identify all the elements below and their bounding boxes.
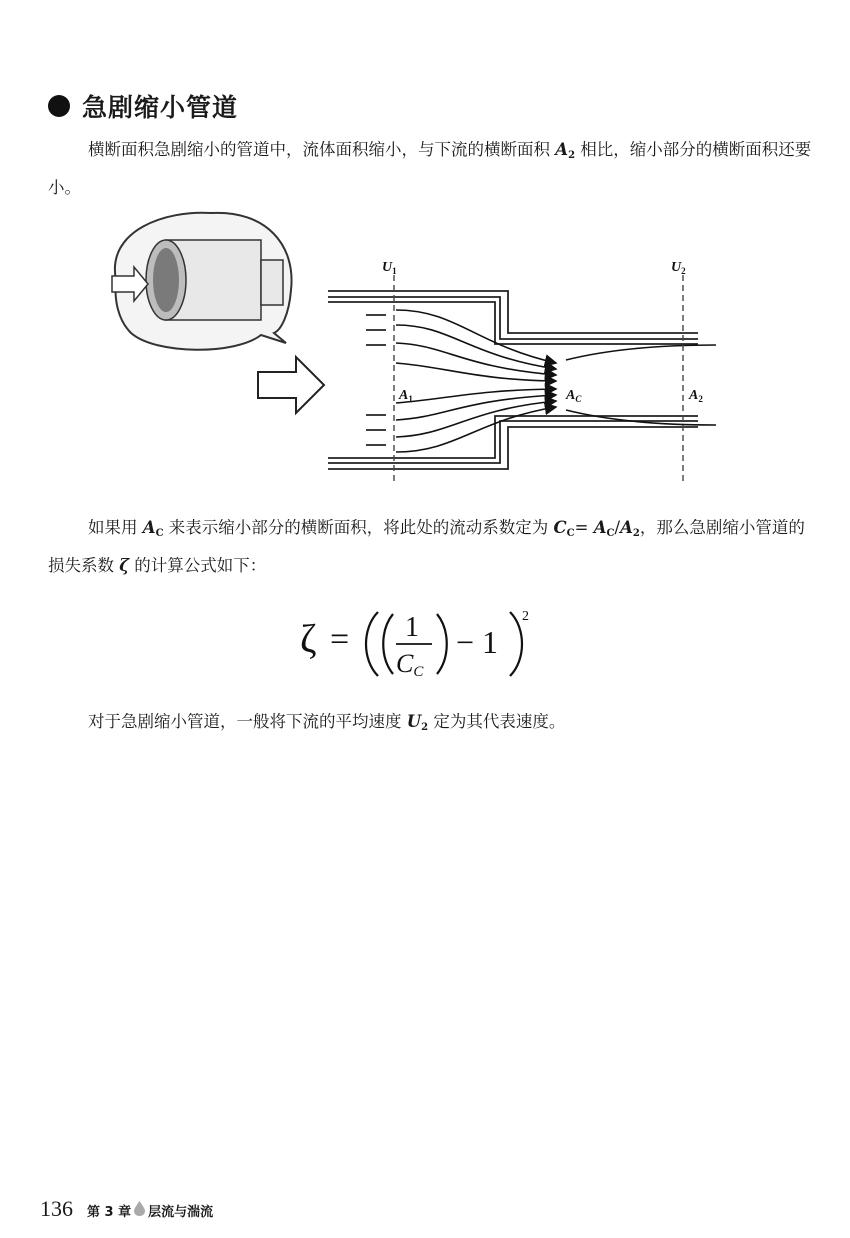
formula-minus-one: − 1 [456,624,499,660]
paragraph-representative-velocity: 对于急剧缩小管道，一般将下流的平均速度 $U_2$ 定为其代表速度。 [88,712,566,733]
formula-equals: = [330,621,350,658]
loss-coefficient-formula [300,600,560,680]
contraction-pipe-figure [96,205,756,495]
contraction-boundary [566,345,716,425]
pipe-walls [328,291,698,469]
bullet-icon [48,95,70,117]
paragraph-text: 相比，缩小部分的横断面积还要小。 [48,140,812,197]
var-cc: $C_C$ [553,518,575,539]
right-arrow-icon [258,357,324,413]
section-heading [48,90,238,122]
paragraph-intro [48,134,818,204]
label-ac: $A_C$ [566,388,582,404]
inlet-stream-marks [366,315,386,445]
var-a2: $A_2$ [555,140,576,161]
pipe-inset-bubble [112,213,292,350]
label-a1: $A_1$ [399,388,413,404]
var-ac: $A_C$ [142,518,164,539]
formula-numerator: 1 [405,612,419,643]
paragraph-text: 横断面积急剧缩小的管道中，流体面积缩小，与下流的横断面积 [88,140,556,159]
label-u2: $U_2$ [671,260,686,276]
water-drop-icon [133,1201,146,1216]
formula-zeta: ζ [300,616,317,661]
var-a2-ratio: $A_2$ [620,518,640,539]
var-ac-ratio: $A_C$ [593,518,615,539]
formula-exponent: 2 [522,609,529,624]
cylinder-icon [136,240,283,320]
chapter-label: 第 3 章 [87,1205,132,1220]
chapter-title: 层流与湍流 [148,1205,214,1220]
section-title: 急剧缩小管道 [82,93,239,122]
var-zeta: ζ [119,556,130,575]
streamlines [396,310,556,452]
label-a2: $A_2$ [689,388,703,404]
formula-denominator: CC [396,649,424,680]
page-footer [40,1196,213,1222]
paragraph-definition: 如果用 $A_C$ 来表示缩小部分的横断面积，将此处的流动系数定为 $C_C= A_C/A_2$，那么急剧缩小管道的损失系数 ζ 的计算公式如下： [48,518,805,575]
var-u2: $U_2$ [406,712,429,733]
label-u1: $U_1$ [382,260,397,276]
page-number: 136 [40,1196,73,1221]
